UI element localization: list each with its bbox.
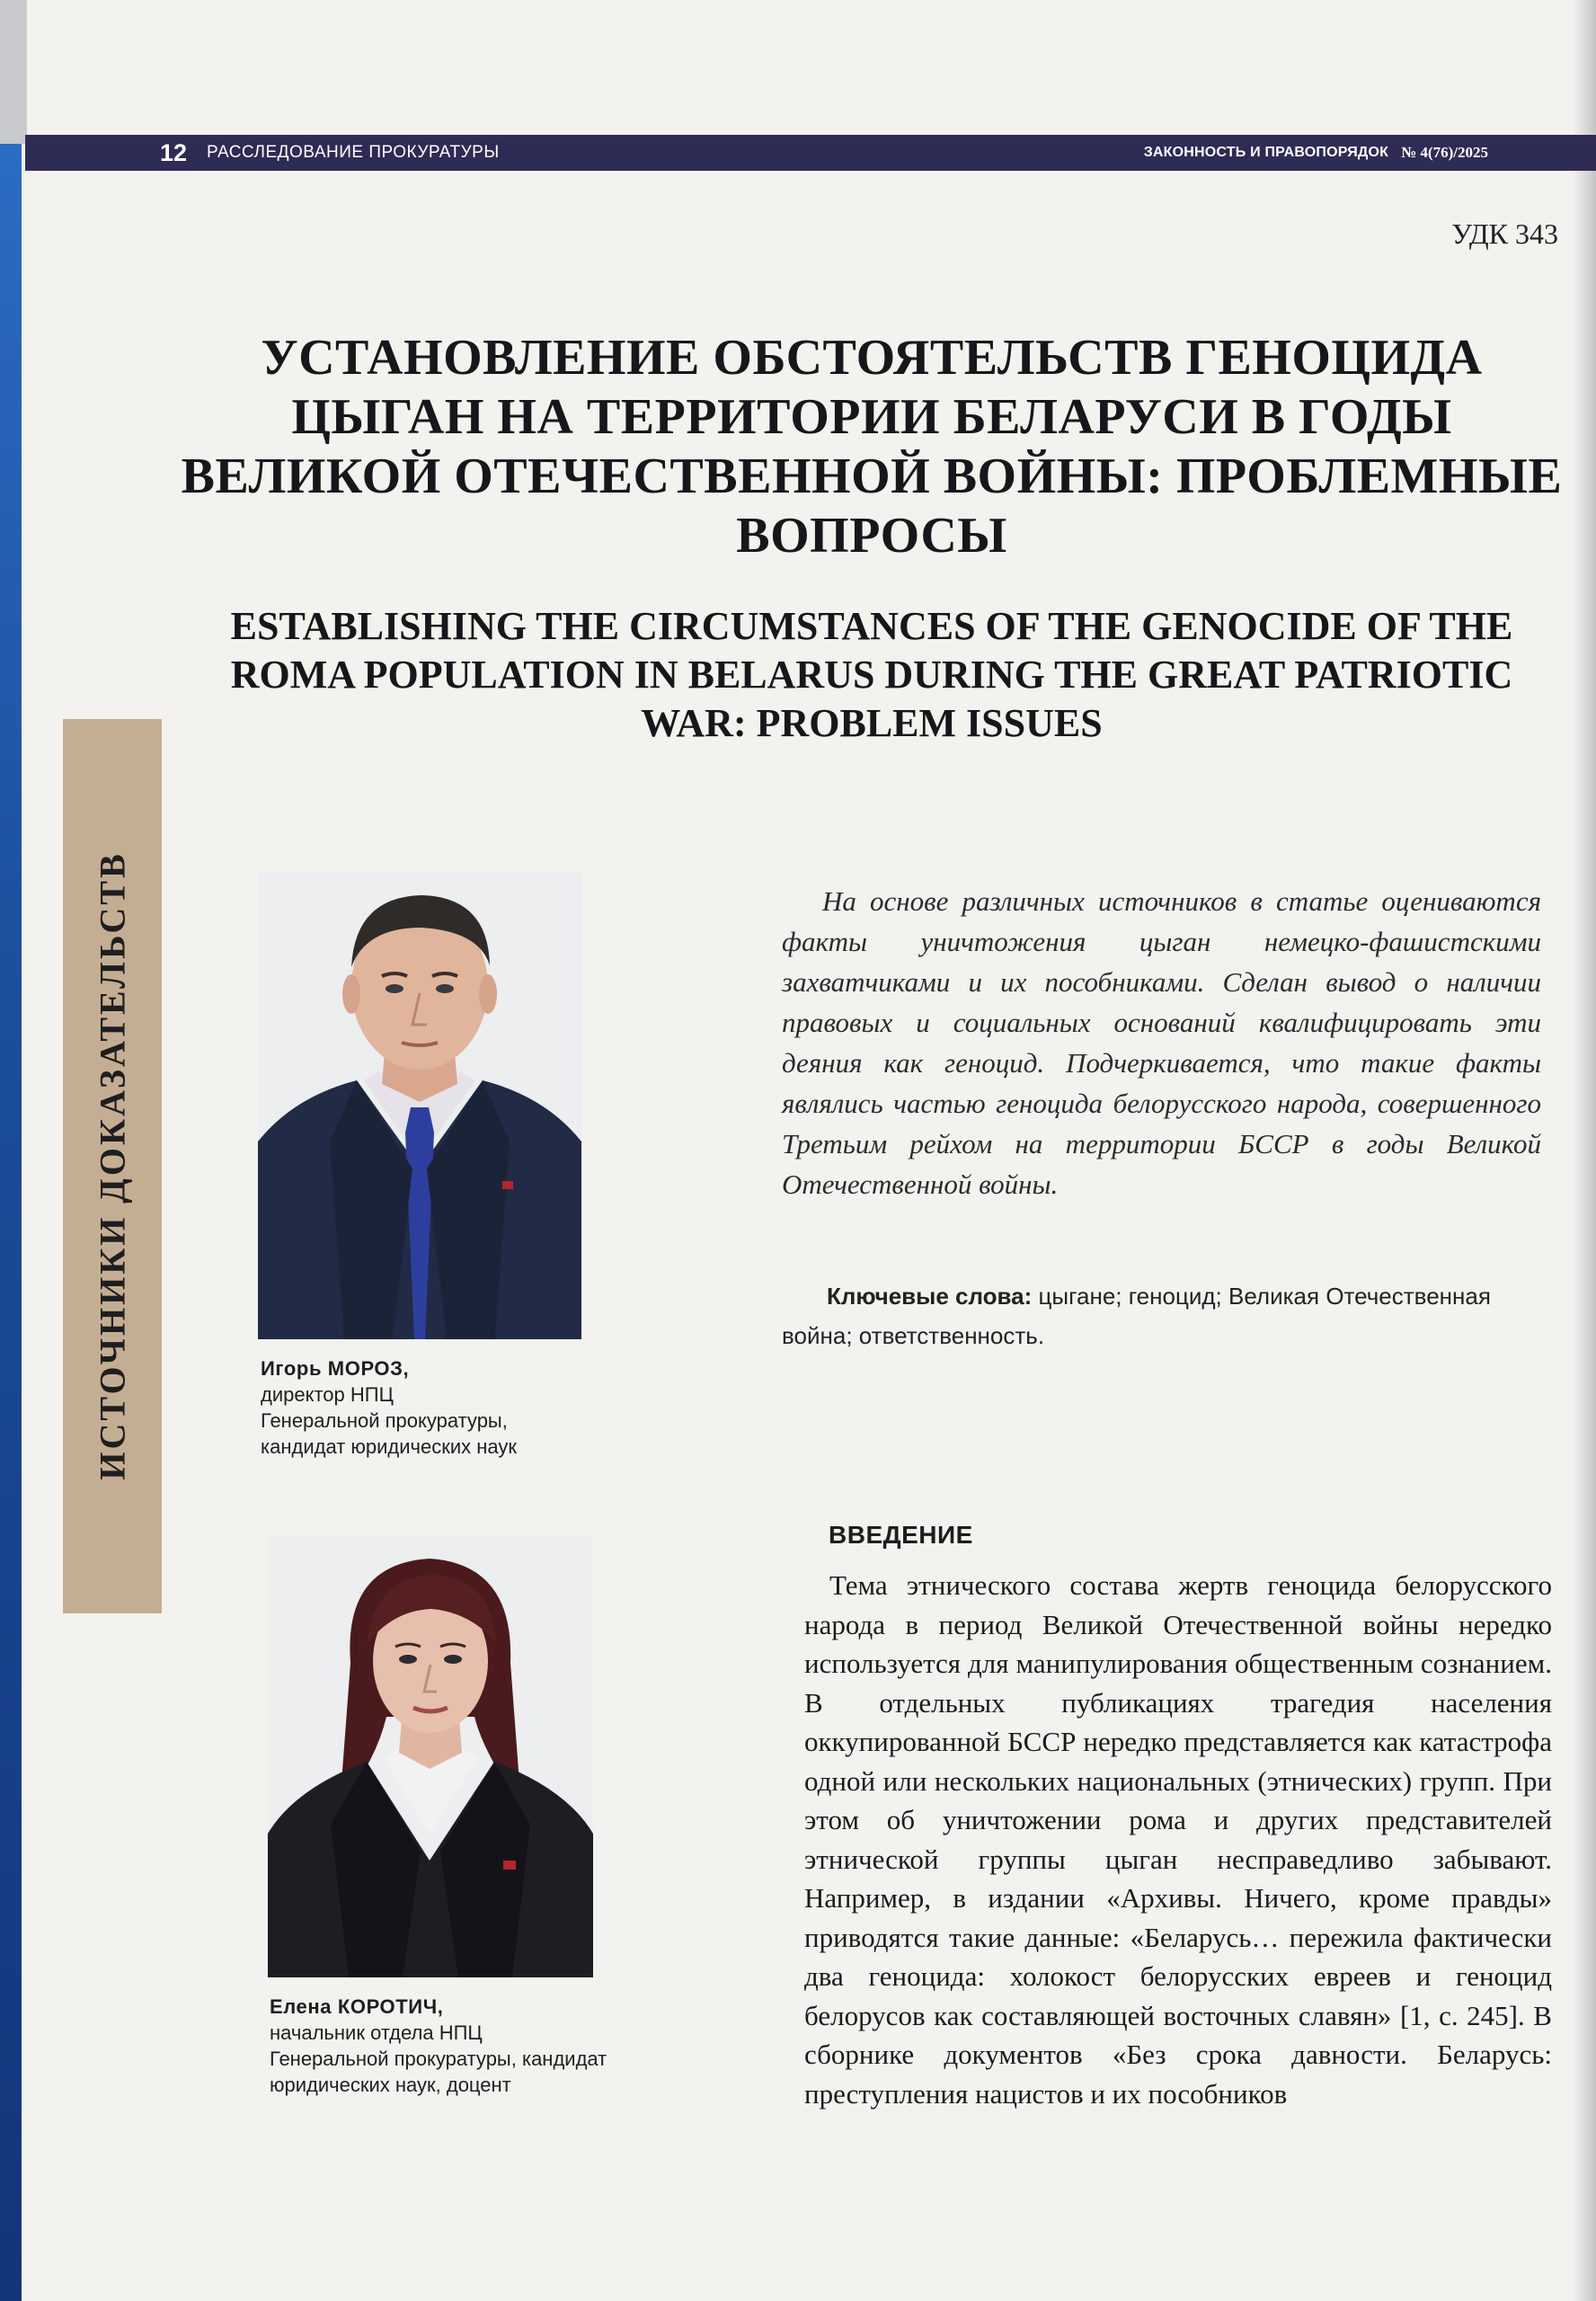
- author-name: Елена КОРОТИЧ,: [270, 1995, 444, 2018]
- keywords-block: [782, 1276, 1541, 1355]
- keywords-label: Ключевые слова:: [827, 1283, 1033, 1310]
- author-caption-korotich: [270, 1994, 692, 2098]
- issue-number: № 4(76)/2025: [1401, 144, 1488, 161]
- portrait-woman-illustration: [268, 1537, 593, 1977]
- author-photo-moroz: [258, 872, 581, 1339]
- author-caption-moroz: [261, 1355, 638, 1460]
- author-organization: Генеральной прокуратуры,: [261, 1409, 508, 1432]
- journal-title: ЗАКОННОСТЬ И ПРАВОПОРЯДОК: [1143, 145, 1389, 160]
- running-header: [25, 135, 1596, 171]
- page-edge-left-blue: [0, 144, 22, 2301]
- article-title-russian: УСТАНОВЛЕНИЕ ОБСТОЯТЕЛЬСТВ ГЕНОЦИДА ЦЫГАН НА ТЕРРИТОРИИ БЕЛАРУСИ В ГОДЫ ВЕЛИКОЙ ОТЕЧЕСТВЕННОЙ ВОЙНЫ: ПРОБЛЕМНЫЕ ВОПРОСЫ: [181, 330, 1563, 564]
- introduction-body: Тема этнического состава жертв геноцида белорусского народа в период Великой Отечественной войны нередко используется для манипулирования общественным сознанием. В отдельных публикациях трагедия населения оккупированной БССР нередко представляется как катастрофа одной или нескольких национальных (этнических) групп. При этом об уничтожении рома и других представителей этнической группы цыган несправедливо забывают. Например, в издании «Архивы. Ничего, кроме правды» приводятся такие данные: «Беларусь… пережила фактически два геноцида: холокост белорусских евреев и геноцид белорусов как составляющей восточных славян» [1, с. 245]. В сборнике документов «Без срока давности. Беларусь: преступления нацистов и их пособников: [804, 1569, 1552, 2110]
- page-edge-shadow-right: [1573, 0, 1596, 2301]
- page-edge-left-top: [0, 0, 27, 144]
- author-position: начальник отдела НПЦ: [270, 2021, 483, 2044]
- keywords-text: цыгане; геноцид; Великая Отечественная война; ответственность.: [782, 1283, 1491, 1349]
- rubric-side-tab-label: ИСТОЧНИКИ ДОКАЗАТЕЛЬСТВ: [92, 851, 133, 1480]
- author-degree: кандидат юридических наук: [261, 1435, 518, 1458]
- section-title: РАССЛЕДОВАНИЕ ПРОКУРАТУРЫ: [207, 143, 500, 162]
- introduction-heading: ВВЕДЕНИЕ: [829, 1521, 973, 1549]
- page-number: 12: [160, 138, 188, 166]
- portrait-man-illustration: [258, 872, 581, 1339]
- author-photo-korotich: [268, 1537, 593, 1977]
- author-organization: Генеральной прокуратуры, кандидат: [270, 2048, 607, 2070]
- author-name: Игорь МОРОЗ,: [261, 1357, 410, 1380]
- author-position: директор НПЦ: [261, 1383, 394, 1406]
- article-title-english: ESTABLISHING THE CIRCUMSTANCES OF THE GENOCIDE OF THE ROMA POPULATION IN BELARUS DURING THE GREAT PATRIOTIC WAR: PROBLEM ISSUES: [230, 604, 1513, 745]
- udk-code: УДК 343: [1451, 218, 1558, 250]
- article-abstract: На основе различных источников в статье оцениваются факты уничтожения цыган немецко-фашистскими захватчиками и их пособниками. Сделан вывод о наличии правовых и социальных оснований квалифицировать эти деяния как геноцид. Подчеркивается, что такие факты являлись частью геноцида белорусского народа, совершенного Третьим рейхом на территории БССР в годы Великой Отечественной войны.: [782, 885, 1541, 1200]
- author-degree: юридических наук, доцент: [270, 2074, 511, 2096]
